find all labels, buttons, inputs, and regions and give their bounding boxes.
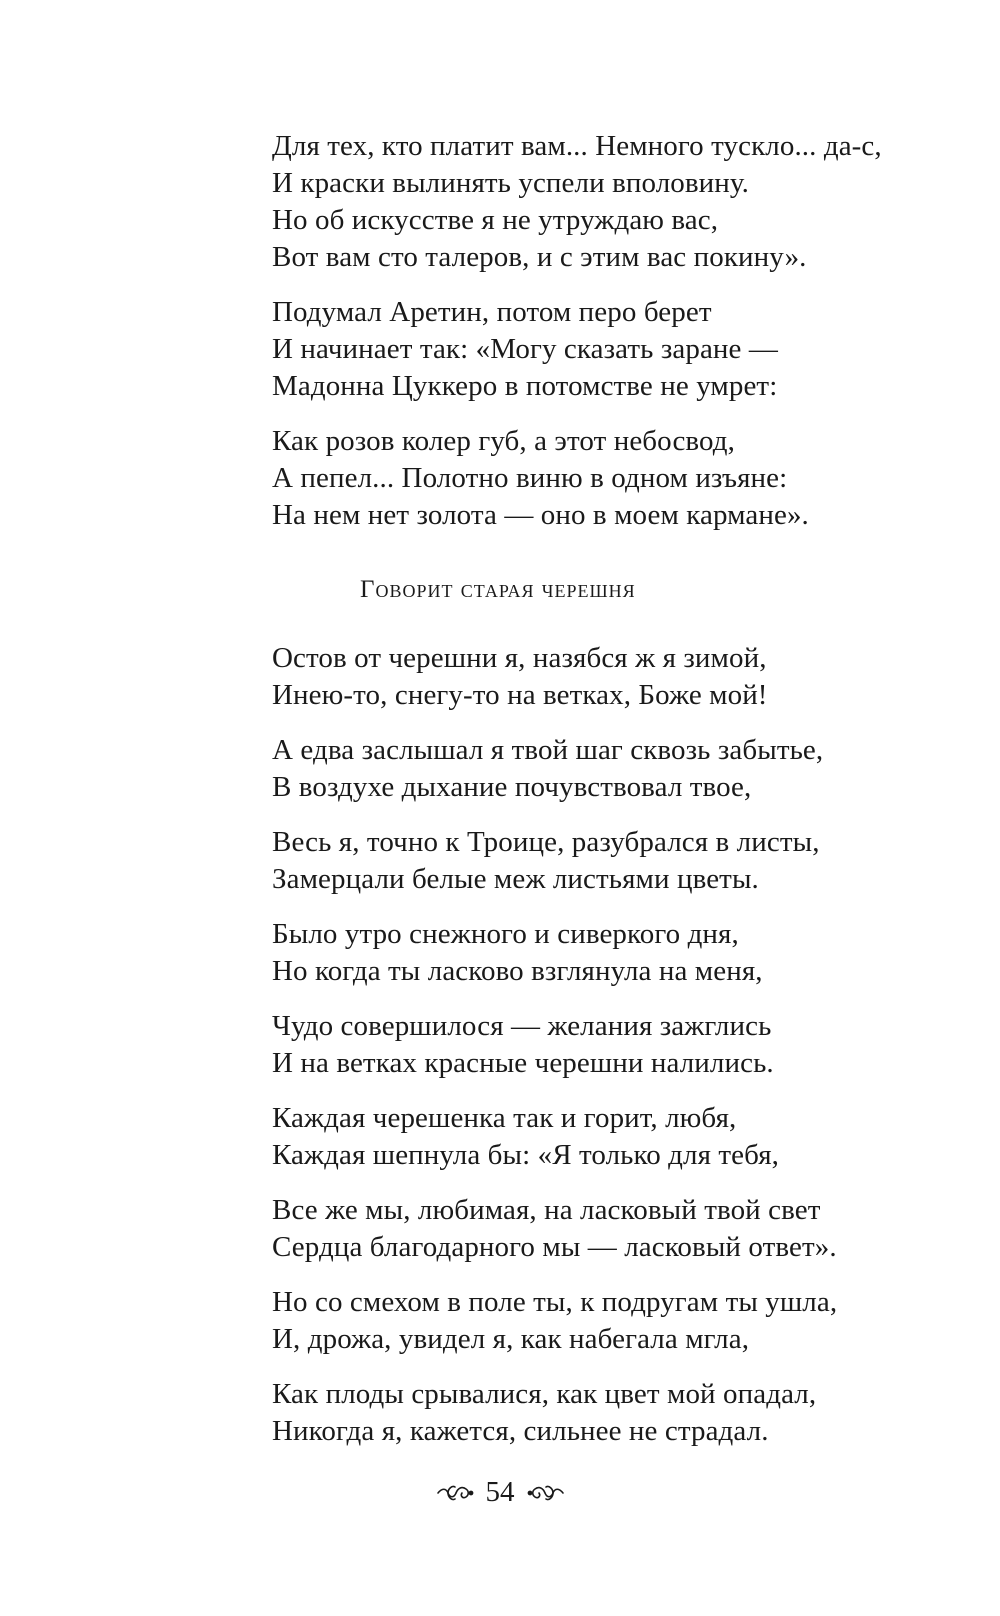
verse-line: Весь я, точно к Троице, разубрался в листы,	[272, 826, 820, 858]
verse-line: А едва заслышал я твой шаг сквозь забытье,	[272, 734, 824, 766]
verse-line: На нем нет золота — оно в моем кармане».	[272, 499, 809, 531]
ornament-flourish-icon	[527, 1480, 565, 1506]
stanza	[272, 732, 952, 806]
verse-line: И, дрожа, увидел я, как набегала мгла,	[272, 1323, 750, 1355]
verse-line: А пепел... Полотно виню в одном изъяне:	[272, 462, 788, 494]
verse-line: И краски вылинять успели вполовину.	[272, 167, 749, 199]
verse-line: Каждая черешенка так и горит, любя,	[272, 1102, 737, 1134]
page-text	[272, 128, 952, 1468]
stanza	[272, 824, 952, 898]
stanza	[272, 1100, 952, 1174]
verse-line: Но со смехом в поле ты, к подругам ты ушла,	[272, 1286, 838, 1318]
verse-line: И на ветках красные черешни налились.	[272, 1047, 774, 1079]
verse-line: Остов от черешни я, назябся ж я зимой,	[272, 642, 767, 674]
stanza	[272, 1192, 952, 1266]
stanza	[272, 640, 952, 714]
verse-line: Подумал Аретин, потом перо берет	[272, 296, 712, 328]
verse-line: Каждая шепнула бы: «Я только для тебя,	[272, 1139, 780, 1171]
verse-line: Замерцали белые меж листьями цветы.	[272, 863, 759, 895]
verse-line: Мадонна Цуккеро в потомстве не умрет:	[272, 370, 778, 402]
page-footer	[0, 1474, 1000, 1511]
page-number: 54	[485, 1476, 515, 1508]
verse-line: Сердца благодарного мы — ласковый ответ».	[272, 1231, 837, 1263]
stanza	[272, 128, 952, 276]
stanza	[272, 916, 952, 990]
verse-line: Но об искусстве я не утруждаю вас,	[272, 204, 719, 236]
stanza	[272, 294, 952, 405]
verse-line: Инею-то, снегу-то на ветках, Боже мой!	[272, 679, 768, 711]
verse-line: И начинает так: «Могу сказать заране —	[272, 333, 778, 365]
verse-line: Вот вам сто талеров, и с этим вас покину».	[272, 241, 807, 273]
verse-line: Чудо совершилося — желания зажглись	[272, 1010, 772, 1042]
verse-line: Как плоды срывалися, как цвет мой опадал,	[272, 1378, 817, 1410]
stanza	[272, 423, 952, 534]
verse-line: Было утро снежного и сиверкого дня,	[272, 918, 739, 950]
verse-line: Для тех, кто платит вам... Немного тускло... да-с,	[272, 130, 882, 162]
verse-line: Все же мы, любимая, на ласковый твой свет	[272, 1194, 821, 1226]
verse-line: В воздухе дыхание почувствовал твое,	[272, 771, 752, 803]
verse-line: Как розов колер губ, а этот небосвод,	[272, 425, 735, 457]
stanza	[272, 1284, 952, 1358]
poem-title: Говорит старая черешня	[360, 576, 636, 603]
ornament-flourish-icon	[436, 1480, 474, 1506]
verse-line: Но когда ты ласково взглянула на меня,	[272, 955, 763, 987]
stanza	[272, 1008, 952, 1082]
verse-line: Никогда я, кажется, сильнее не страдал.	[272, 1415, 769, 1447]
stanza	[272, 1376, 952, 1450]
